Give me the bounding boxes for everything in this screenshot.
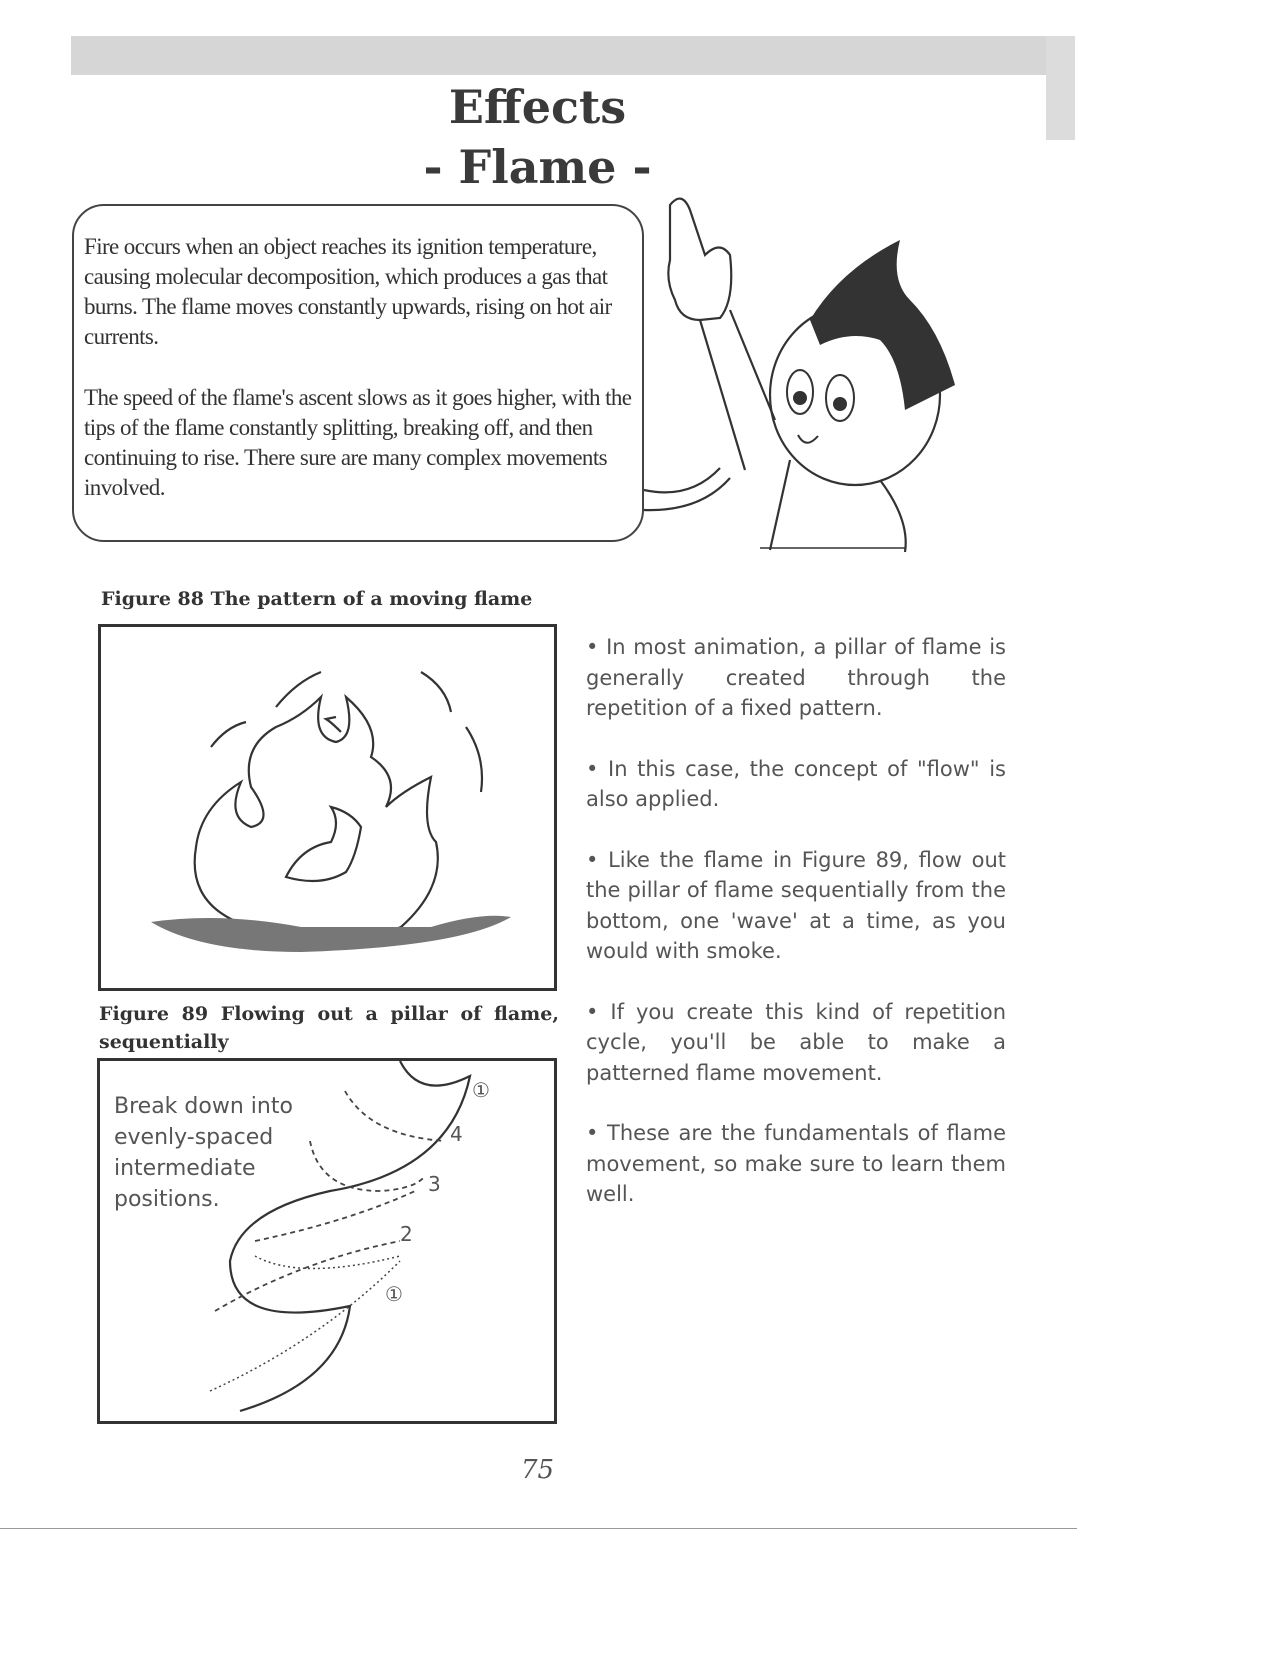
body-text bbox=[586, 632, 1006, 1240]
figure-89-caption: Figure 89 Flowing out a pillar of flame, sequentially bbox=[99, 1003, 559, 1053]
bullet-3: • Like the flame in Figure 89, flow out the pillar of flame sequentially from the bottom, one 'wave' at a time, as you would with smoke. bbox=[586, 847, 1006, 963]
bubble-paragraph-2: The speed of the flame's ascent slows as it goes higher, with the tips of the flame constantly splitting, breaking off, and then continuing to rise. There sure are many complex movements involved. bbox=[84, 385, 632, 500]
bubble-paragraph-1: Fire occurs when an object reaches its ignition temperature, causing molecular decomposition, which produces a gas that burns. The flame moves constantly upwards, rising on hot air currents. bbox=[84, 234, 612, 349]
label-circle-1-top: ① bbox=[472, 1078, 490, 1102]
bottom-rule bbox=[0, 1528, 1077, 1529]
bullet-1: • In most animation, a pillar of flame is generally created through the repetition of a fixed pattern. bbox=[586, 635, 1006, 720]
figure-88-caption: Figure 88 The pattern of a moving flame bbox=[101, 588, 533, 610]
character-illustration bbox=[0, 0, 1280, 600]
bullet-2: • In this case, the concept of "flow" is also applied. bbox=[586, 756, 1006, 811]
page-title: Effects bbox=[448, 80, 627, 134]
page-subtitle: - Flame - bbox=[423, 140, 652, 194]
label-2: 2 bbox=[400, 1222, 413, 1246]
figure-89-note: Break down into evenly-spaced intermediate positions. bbox=[114, 1094, 293, 1212]
label-circle-1-bottom: ① bbox=[385, 1282, 403, 1306]
figure-88-frame bbox=[98, 624, 557, 991]
page-number: 75 bbox=[520, 1455, 555, 1485]
bullet-4: • If you create this kind of repetition cycle, you'll be able to make a patterned flame movement. bbox=[586, 999, 1006, 1085]
figure-89-frame bbox=[97, 1058, 557, 1424]
label-4: 4 bbox=[450, 1122, 463, 1146]
label-3: 3 bbox=[428, 1172, 441, 1196]
flame-pattern-drawing bbox=[101, 627, 560, 994]
bullet-5: • These are the fundamentals of flame movement, so make sure to learn them well. bbox=[586, 1121, 1006, 1206]
